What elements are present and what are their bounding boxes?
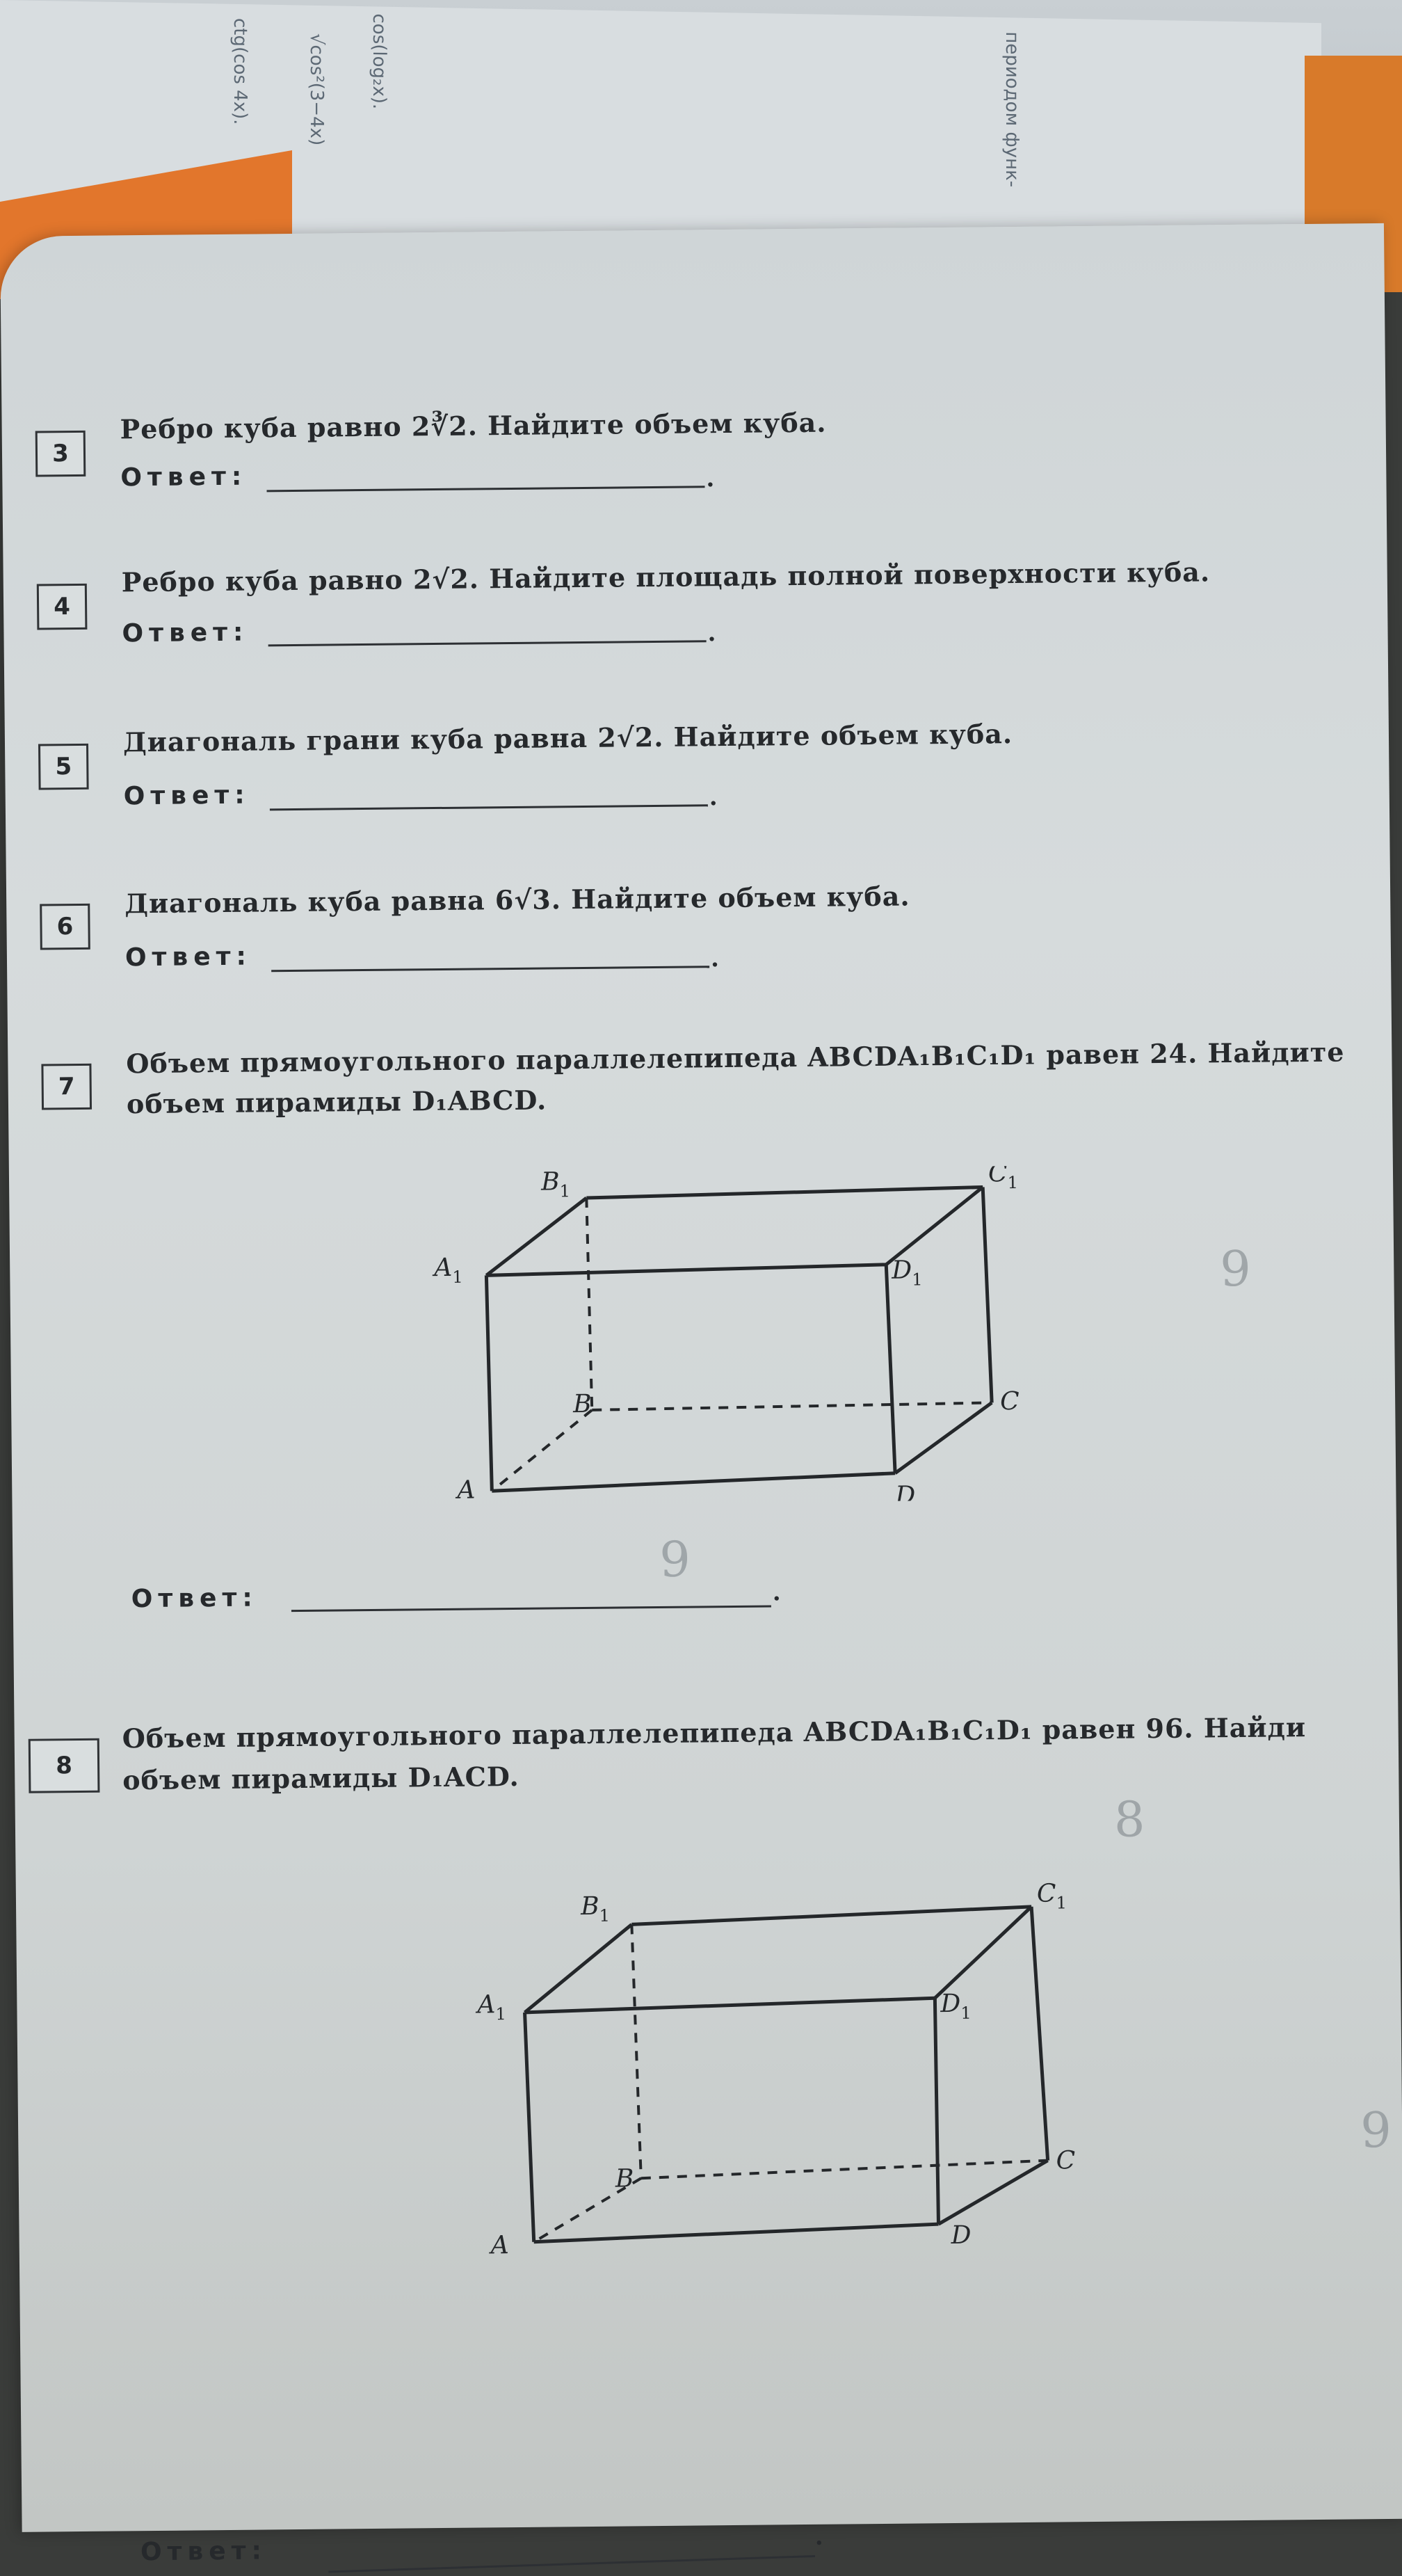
task-question: Диагональ грани куба равна 2√2. Найдите объем куба. [122, 718, 1013, 758]
vertex-label-D1: $D_1$ [892, 1256, 923, 1290]
edge-D1D [886, 1265, 895, 1473]
edge-B1C1 [631, 1907, 1031, 1925]
edge-B1C1 [586, 1187, 983, 1197]
edge-A1B1 [524, 1924, 632, 2012]
edge-AA1 [486, 1275, 492, 1491]
edge-A1D1 [524, 1998, 935, 2013]
vertex-label-B1: $B_1$ [580, 1891, 611, 1926]
vertex-label-D1: $D_1$ [940, 1989, 972, 2023]
parallelepiped-figure [433, 1861, 1090, 2259]
task-6 [34, 863, 1376, 973]
answer-label: Ответ: [120, 462, 248, 493]
vertex-label-B: B [615, 2164, 634, 2193]
pencil-mark: 9 [1219, 1240, 1252, 1298]
answer-dot: . [707, 619, 716, 648]
answer-label: Ответ: [122, 618, 249, 648]
vertex-label-A1: $A_1$ [477, 1990, 506, 2024]
task-5 [33, 703, 1375, 812]
edge-C1D1 [885, 1187, 983, 1264]
edge-BA-hidden [491, 1410, 593, 1491]
vertex-label-C: C [1056, 2146, 1076, 2175]
answer-dot: . [710, 945, 720, 973]
pencil-mark: 8 [1113, 1791, 1145, 1848]
edge-CD [894, 1402, 992, 1473]
answer-label: Ответ: [131, 1583, 258, 1614]
edge-C1D1 [934, 1907, 1032, 1998]
vertex-label-C: C [999, 1387, 1020, 1416]
edge-C1C [1031, 1907, 1048, 2161]
task-question-line1: Объем прямоугольного параллелепипеда ABCDA₁B₁C₁D₁ равен 96. Найди [122, 1711, 1307, 1754]
edge-AD [534, 2224, 939, 2242]
task-question-line1: Объем прямоугольного параллелепипеда ABCDA₁B₁C₁D₁ равен 24. Найдите [126, 1036, 1345, 1080]
task-question: Диагональ куба равна 6√3. Найдите объем куба. [124, 880, 910, 920]
edge-BC-hidden [641, 2161, 1048, 2179]
edge-C1C [983, 1187, 992, 1402]
task-number-box: 7 [41, 1064, 92, 1110]
edge-BC-hidden [592, 1402, 992, 1410]
answer-line[interactable] [268, 640, 707, 646]
vertex-label-B: B [572, 1389, 592, 1419]
pencil-mark: 9 [1360, 2101, 1392, 2159]
task-7 [35, 1023, 1378, 1614]
worksheet-page [0, 223, 1402, 2567]
answer-label: Ответ: [140, 2536, 268, 2567]
edge-AA1 [525, 2013, 534, 2242]
answer-line[interactable] [328, 2555, 815, 2573]
task-3 [29, 397, 1371, 493]
edge-A1B1 [485, 1198, 587, 1275]
parallelepiped-drawing [433, 1861, 1090, 2257]
pencil-mark: 9 [659, 1530, 691, 1588]
vertex-label-A: A [457, 1475, 476, 1505]
vertex-label-D: D [895, 1481, 916, 1506]
vertex-label-B1: $B_1$ [540, 1167, 571, 1201]
task-number-box: 8 [29, 1738, 100, 1793]
task-question: Ребро куба равно 2√2. Найдите площадь полной поверхности куба. [121, 556, 1211, 598]
vertex-label-C1: $C_1$ [1036, 1879, 1067, 1913]
answer-dot: . [772, 1578, 781, 1607]
task-number-box: 5 [38, 744, 89, 790]
vertex-label-D: D [951, 2221, 972, 2250]
answer-dot: . [706, 465, 715, 493]
task-4 [31, 550, 1373, 648]
underlying-note-3: √cos²(3−4x) [306, 33, 327, 146]
vertex-label-C1: $C_1$ [988, 1165, 1019, 1193]
answer-line[interactable] [267, 486, 705, 492]
answer-dot: . [814, 2522, 823, 2551]
edge-B1B-hidden [631, 1924, 641, 2178]
task-question-line2: объем пирамиды D₁ACD. [122, 1760, 519, 1796]
underlying-note-4: периодом функ- [1001, 31, 1022, 188]
answer-line[interactable] [291, 1605, 771, 1612]
vertex-label-A: A [490, 2231, 509, 2257]
edge-A1D1 [486, 1265, 886, 1276]
answer-label: Ответ: [124, 942, 252, 973]
task-question: Ребро куба равно 2∛2. Найдите объем куба. [120, 406, 827, 445]
task-question-line2: объем пирамиды D₁ABCD. [126, 1084, 547, 1120]
vertex-label-A1: $A_1$ [434, 1253, 463, 1287]
answer-dot: . [709, 783, 718, 812]
edge-D1D [935, 1998, 938, 2224]
task-number-box: 4 [37, 584, 88, 630]
underlying-note-2: cos(log₂x). [369, 13, 389, 110]
edge-B1B-hidden [586, 1198, 592, 1410]
edge-AD [492, 1473, 895, 1491]
underlying-note-1: ctg(cos 4x). [229, 17, 250, 125]
edge-CD [938, 2161, 1049, 2225]
task-number-box: 6 [40, 904, 90, 950]
task-number-box: 3 [35, 431, 86, 477]
task-8 [42, 1691, 1384, 2567]
answer-label: Ответ: [123, 781, 250, 811]
parallelepiped-figure [405, 1165, 1063, 1508]
answer-line[interactable] [270, 804, 708, 810]
parallelepiped-drawing [405, 1165, 1063, 1505]
answer-line[interactable] [271, 966, 709, 972]
